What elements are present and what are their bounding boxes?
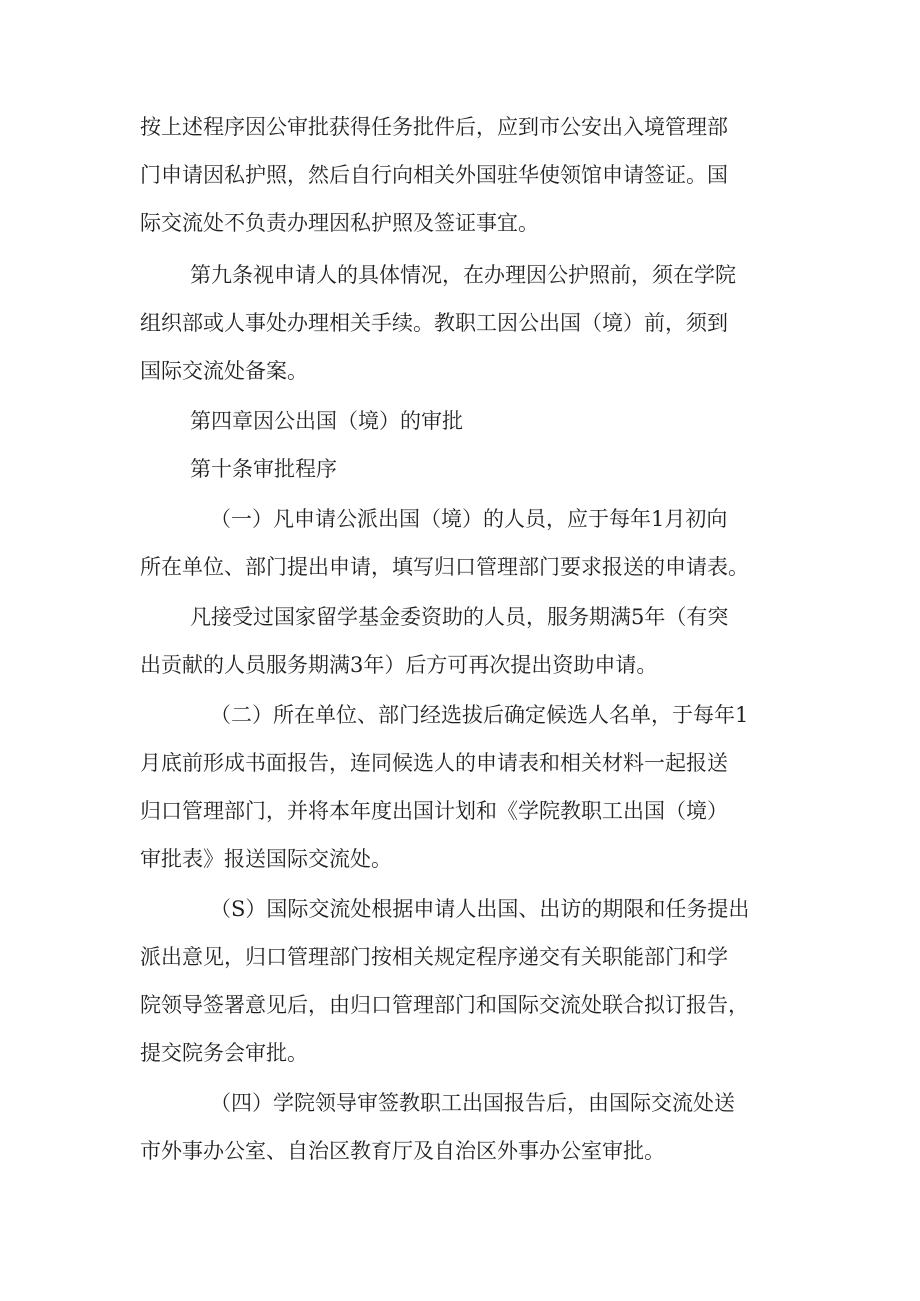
text-line: （一）凡申请公派出国（境）的人员，应于每年1月初向	[210, 507, 728, 531]
text-line: 出贡献的人员服务期满3年）后方可再次提出资助申请。	[140, 653, 658, 677]
text-line: 月底前形成书面报告，连同候选人的申请表和相关材料一起报送	[140, 751, 728, 775]
text-line: 门申请因私护照，然后自行向相关外国驻华使领馆申请签证。国	[140, 163, 728, 187]
text-line: 市外事办公室、自治区教育厅及自治区外事办公室审批。	[140, 1139, 665, 1163]
text-line: 按上述程序因公审批获得任务批件后，应到市公安出入境管理部	[140, 115, 728, 139]
text-line: （S）国际交流处根据申请人出国、出访的期限和任务提出	[210, 897, 750, 921]
text-line: 审批表》报送国际交流处。	[140, 847, 392, 871]
text-line: （四）学院领导审签教职工出国报告后，由国际交流处送	[210, 1091, 735, 1115]
text-line: 第九条视申请人的具体情况，在办理因公护照前，须在学院	[190, 263, 736, 287]
text-line: 际交流处不负责办理因私护照及签证事宜。	[140, 211, 539, 235]
text-line: 派出意见，归口管理部门按相关规定程序递交有关职能部门和学	[140, 945, 728, 969]
text-line: 国际交流处备案。	[140, 359, 308, 383]
article-heading: 第十条审批程序	[190, 457, 337, 481]
text-line: 组织部或人事处办理相关手续。教职工因公出国（境）前，须到	[140, 311, 728, 335]
text-line: 归口管理部门，并将本年度出国计划和《学院教职工出国（境）	[140, 799, 728, 823]
text-line: 凡接受过国家留学基金委资助的人员，服务期满5年（有突	[190, 605, 729, 629]
text-line: 院领导签署意见后，由归口管理部门和国际交流处联合拟订报告，	[140, 993, 749, 1017]
text-line: 提交院务会审批。	[140, 1041, 308, 1065]
text-line: （二）所在单位、部门经选拔后确定候选人名单，于每年1	[210, 703, 749, 727]
text-line: 所在单位、部门提出申请，填写归口管理部门要求报送的申请表。	[140, 555, 749, 579]
chapter-heading: 第四章因公出国（境）的审批	[190, 409, 463, 433]
